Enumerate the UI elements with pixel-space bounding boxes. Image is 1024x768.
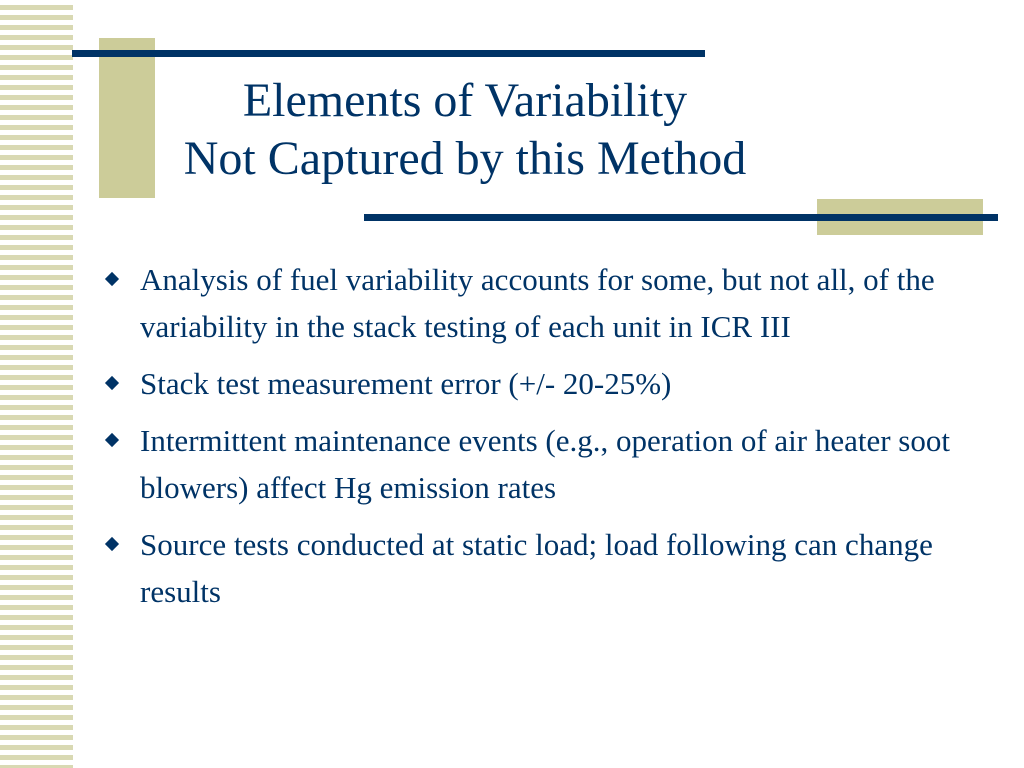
bullet-item	[100, 521, 990, 615]
title-rule-top	[72, 50, 705, 57]
slide-title-line-1: Elements of Variability	[242, 74, 688, 127]
bullet-item	[100, 417, 990, 511]
title-accent-block-left	[99, 38, 155, 198]
diamond-icon	[105, 376, 119, 390]
diamond-icon	[105, 537, 119, 551]
bullet-text: Stack test measurement error (+/- 20-25%)	[140, 366, 672, 401]
diamond-icon	[105, 433, 119, 447]
slide-title	[160, 72, 770, 188]
bullet-text: Source tests conducted at static load; load following can change results	[140, 527, 933, 609]
slide-title-line-2: Not Captured by this Method	[183, 132, 747, 185]
left-stripe-decoration	[0, 0, 73, 768]
bullet-text: Analysis of fuel variability accounts for some, but not all, of the variability in the stack testing of each unit in ICR III	[140, 262, 935, 344]
title-rule-bottom	[364, 214, 998, 221]
bullet-item	[100, 360, 990, 407]
diamond-icon	[105, 272, 119, 286]
bullet-item	[100, 256, 990, 350]
bullet-text: Intermittent maintenance events (e.g., operation of air heater soot blowers) affect Hg emission rates	[140, 423, 950, 505]
bullet-list	[100, 256, 990, 625]
